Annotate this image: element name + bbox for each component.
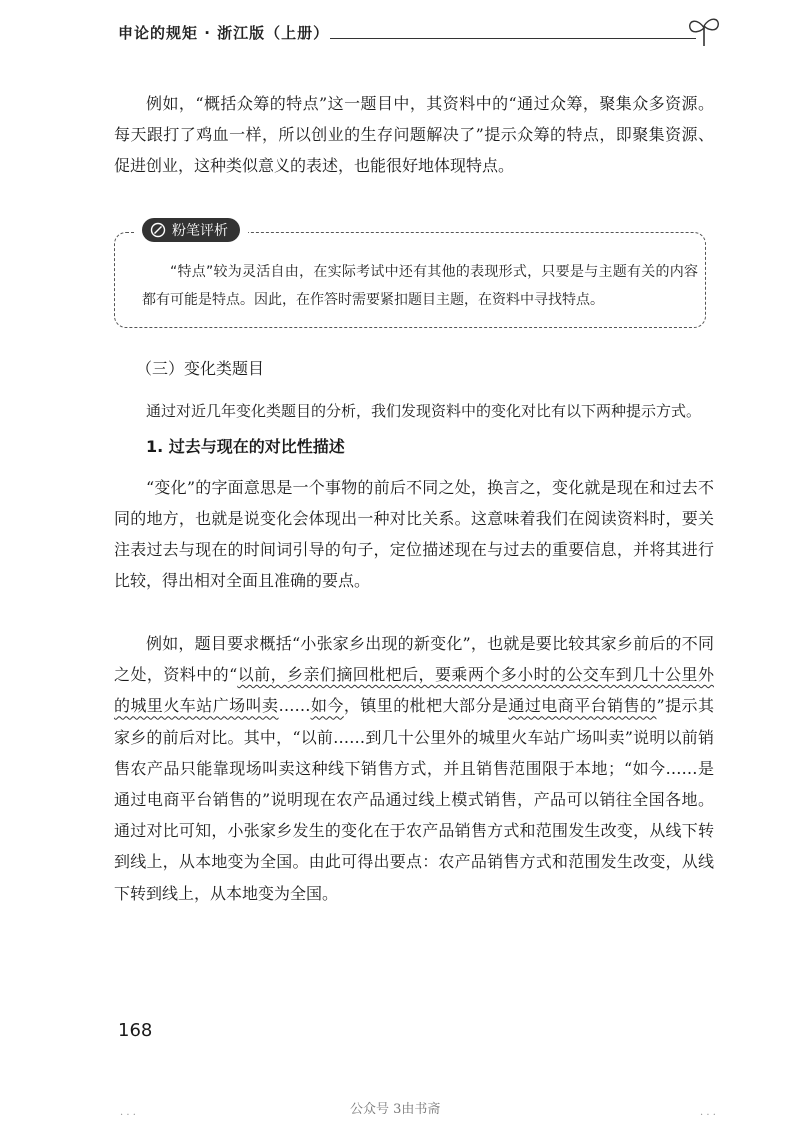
footer-watermark: 公众号 3由书斋 — [350, 1102, 441, 1117]
callout-text: “特点”较为灵活自由，在实际考试中还有其他的表现形式，只要是与主题有关的内容都有可能是特点。因此，在作答时需要紧扣题目主题，在资料中寻找特点。 — [142, 264, 698, 308]
book-title: 申论的规矩 · 浙江版（上册） — [118, 24, 330, 42]
scan-speck: · · · — [700, 1110, 716, 1121]
section-heading: （三）变化类题目 — [136, 359, 265, 378]
paragraph-example-hometown — [114, 628, 714, 909]
text-run: 例如，题目要求概括“小张家乡出现的新变化”，也就是要比较其家乡前后的不同之处，资料中的“ — [114, 634, 714, 685]
text-run: ”提示其家乡的前后对比。其中，“以前……到几十公里外的城里火车站广场叫卖”说明以前销售农产品只能靠现场叫卖这种线下销售方式，并且销售范围限于本地；“如今……是通过电商平台销售的”说明现在农产品通过线上模式销售，产品可以销往全国各地。通过对比可知，小张家乡发生的变化在于农产品销售方式和范围发生改变，从线下转到线上，从本地变为全国。由此可得出要点：农产品销售方式和范围发生改变，从线下转到线上，从本地变为全国。 — [114, 696, 714, 903]
wavy-underlined-text: 通过电商平台销售的 — [508, 696, 657, 716]
sprout-icon — [684, 16, 724, 48]
text-run: ，镇里的枇杷大部分是 — [343, 696, 509, 716]
wavy-underlined-text: 以前，乡亲们摘回枇杷后，要乘两个多小时的公交车到几十公里外的城里火车站广场叫卖 — [114, 665, 714, 716]
pencil-circle-icon — [150, 222, 166, 238]
wavy-underlined-text: 如今 — [310, 696, 344, 716]
text-run: …… — [278, 696, 311, 716]
paragraph-change-definition: “变化”的字面意思是一个事物的前后不同之处，换言之，变化就是现在和过去不同的地方，也就是说变化会体现出一种对比关系。这意味着我们在阅读资料时，要关注表过去与现在的时间词引导的句子，定位描述现在与过去的重要信息，并将其进行比较，得出相对全面且准确的要点。 — [114, 478, 714, 590]
callout-tab — [136, 218, 248, 244]
page-number: 168 — [118, 1020, 153, 1041]
section-intro: 通过对近几年变化类题目的分析，我们发现资料中的变化对比有以下两种提示方式。 — [146, 402, 702, 420]
callout-label: 粉笔评析 — [172, 223, 228, 239]
analysis-callout — [114, 223, 706, 328]
subsection-heading: 1. 过去与现在的对比性描述 — [146, 437, 345, 456]
paragraph-example-crowdfunding: 例如，“概括众筹的特点”这一题目中，其资料中的“通过众筹，聚集众多资源。每天跟打了鸡血一样，所以创业的生存问题解决了”提示众筹的特点，即聚集资源、促进创业，这种类似意义的表述，也能很好地体现特点。 — [114, 94, 714, 175]
header-rule — [330, 38, 696, 39]
running-header — [118, 22, 718, 48]
callout-badge — [142, 218, 240, 242]
scan-speck: · · · — [120, 1110, 136, 1121]
